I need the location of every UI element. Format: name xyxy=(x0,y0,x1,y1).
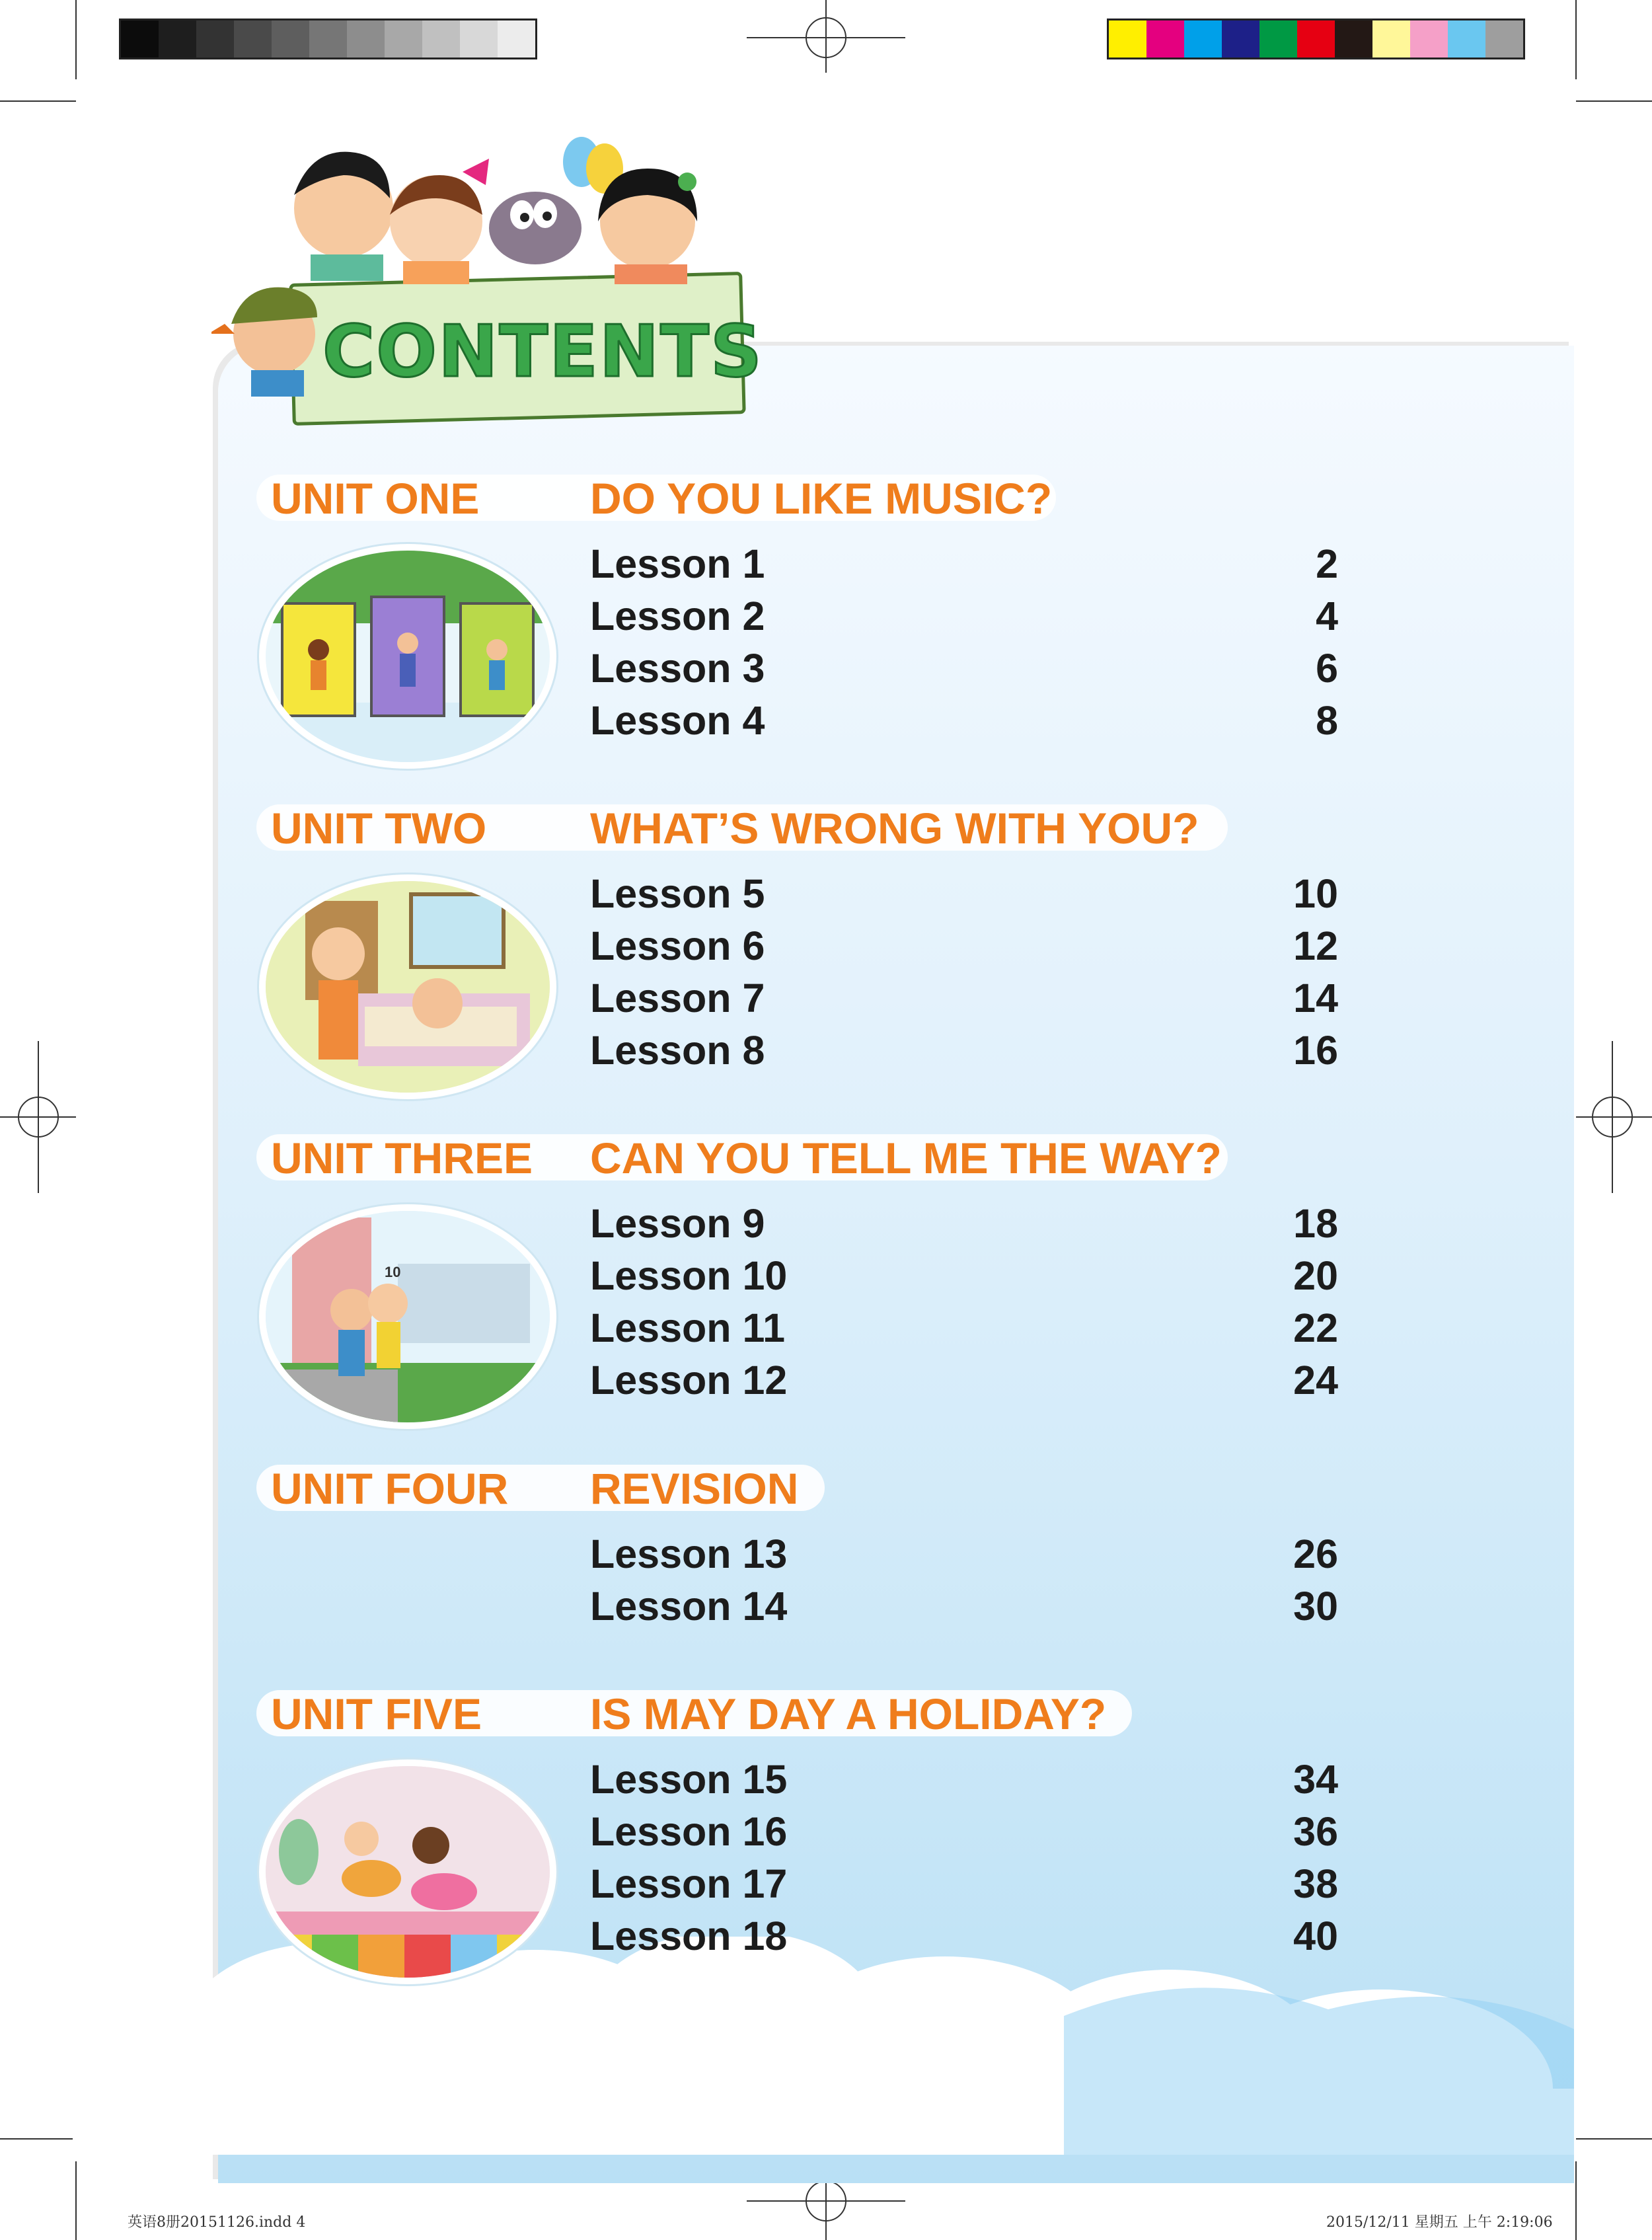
lesson-label: Lesson 8 xyxy=(590,1028,765,1073)
lesson-label: Lesson 2 xyxy=(590,594,765,638)
unit-two-illustration xyxy=(259,874,556,1099)
lesson-label: Lesson 15 xyxy=(590,1757,788,1802)
lesson-label: Lesson 12 xyxy=(590,1358,788,1403)
lesson-page-number: 34 xyxy=(1293,1757,1338,1802)
lesson-label: Lesson 9 xyxy=(590,1201,765,1246)
lesson-label: Lesson 7 xyxy=(590,976,765,1021)
unit-four-name: UNIT FOUR xyxy=(271,1464,509,1513)
registration-mark-top xyxy=(747,0,905,73)
lesson-page-number: 2 xyxy=(1316,541,1338,586)
building-number-label: 10 xyxy=(385,1264,401,1280)
clouds-decoration xyxy=(73,1937,1574,2155)
lesson-page-number: 30 xyxy=(1293,1584,1338,1629)
unit-four-title: REVISION xyxy=(590,1464,799,1513)
lesson-page-number: 14 xyxy=(1293,976,1338,1021)
lesson-label: Lesson 4 xyxy=(590,698,765,743)
unit-five-illustration xyxy=(259,1759,556,1984)
lesson-page-number: 10 xyxy=(1293,871,1338,916)
unit-three-name: UNIT THREE xyxy=(271,1134,533,1182)
lesson-page-number: 20 xyxy=(1293,1253,1338,1298)
registration-mark-left xyxy=(0,1041,76,1193)
lesson-label: Lesson 17 xyxy=(590,1861,788,1906)
lesson-label: Lesson 6 xyxy=(590,923,765,968)
lesson-page-number: 12 xyxy=(1293,923,1338,968)
footer-file-info: 英语8册20151126.indd 4 xyxy=(128,2214,306,2231)
unit-two-name: UNIT TWO xyxy=(271,804,487,853)
lesson-label: Lesson 14 xyxy=(590,1584,788,1629)
unit-one-illustration xyxy=(259,544,556,769)
unit-one-title: DO YOU LIKE MUSIC? xyxy=(590,474,1053,523)
lesson-page-number: 18 xyxy=(1293,1201,1338,1246)
lesson-label: Lesson 10 xyxy=(590,1253,788,1298)
cartoon-children-illustration xyxy=(211,135,763,420)
unit-one-name: UNIT ONE xyxy=(271,474,480,523)
lesson-page-number: 22 xyxy=(1293,1305,1338,1350)
unit-five-name: UNIT FIVE xyxy=(271,1689,482,1738)
unit-five-title: IS MAY DAY A HOLIDAY? xyxy=(590,1689,1107,1738)
lesson-label: Lesson 11 xyxy=(590,1305,785,1350)
unit-three-illustration xyxy=(259,1204,556,1429)
footer-timestamp: 2015/12/11 星期五 上午 2:19:06 xyxy=(1326,2214,1553,2231)
lesson-label: Lesson 5 xyxy=(590,871,765,916)
lesson-label: Lesson 1 xyxy=(590,541,765,586)
lesson-label: Lesson 3 xyxy=(590,646,765,691)
registration-mark-right xyxy=(1576,1041,1652,1193)
lesson-page-number: 6 xyxy=(1316,646,1338,691)
unit-two-title: WHAT’S WRONG WITH YOU? xyxy=(590,804,1199,853)
unit-three-title: CAN YOU TELL ME THE WAY? xyxy=(590,1134,1222,1182)
lesson-label: Lesson 16 xyxy=(590,1809,788,1854)
lesson-page-number: 24 xyxy=(1293,1358,1338,1403)
lesson-page-number: 40 xyxy=(1293,1913,1338,1958)
lesson-label: Lesson 13 xyxy=(590,1531,788,1576)
lesson-page-number: 8 xyxy=(1316,698,1338,743)
lesson-label: Lesson 18 xyxy=(590,1913,788,1958)
lesson-page-number: 36 xyxy=(1293,1809,1338,1854)
lesson-page-number: 26 xyxy=(1293,1531,1338,1576)
contents-title: CONTENTS xyxy=(322,311,763,393)
lesson-page-number: 38 xyxy=(1293,1861,1338,1906)
lesson-page-number: 16 xyxy=(1293,1028,1338,1073)
lesson-page-number: 4 xyxy=(1316,594,1338,638)
